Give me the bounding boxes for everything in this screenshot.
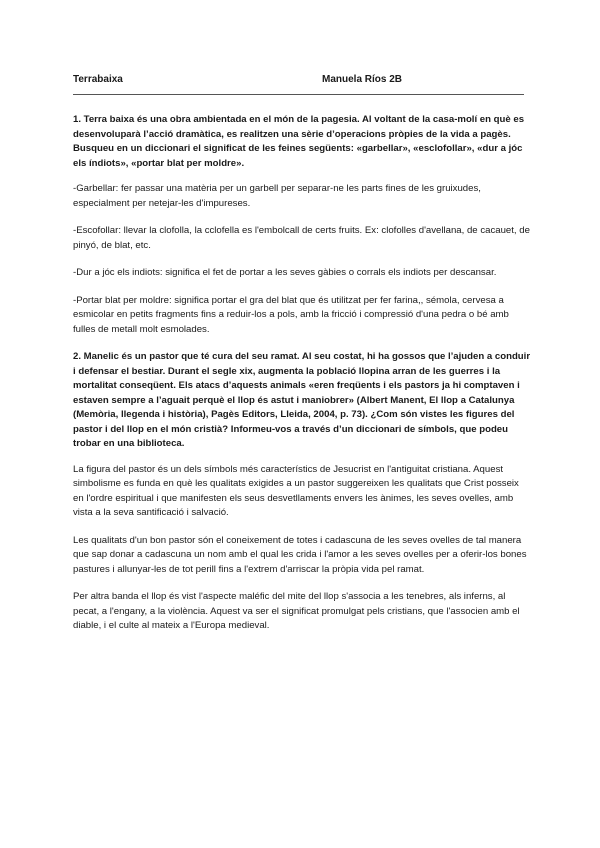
author-name: Manuela Ríos 2B bbox=[322, 74, 403, 85]
answer-pastor-symbol: La figura del pastor és un dels símbols més característics de Jesucrist en l'antiguitat cristiana. Aquest simbolisme es funda en què les qualitats exigides a un pastor suggereixen les qualitats que Crist posseix en l'ordre espiritual i que manifesten els seus desvetllaments envers les ànimes, les seves ovelles, amb vista a la seva santificació i salvació. bbox=[73, 463, 519, 518]
answer-garbellar: -Garbellar: fer passar una matèria per un garbell per separar-ne les parts fines de les gruixudes, especialment per netejar-les d'impureses. bbox=[73, 183, 481, 209]
question-2: 2. Manelic és un pastor que té cura del seu ramat. Al seu costat, hi ha gossos que l’ajuden a conduir i defensar el bestiar. Durant el segle xix, augmenta la població llopina arran de les guerres i la mortalitat conseqüent. Els atacs d’aquests animals «eren freqüents i els pastors ja hi comptaven i estaven sempre a l’aguait perquè el llop és astut i maniobrer» (Albert Manent, El llop a Catalunya (Memòria, llegenda i història), Pagès Editors, Lleida, 2004, p. 73). ¿Com són vistes les figures del pastor i del llop en el món cristià? Informeu-vos a través d’un diccionari de símbols, que podeu trobar en una biblioteca. bbox=[73, 351, 531, 449]
answer-dur-a-joc: -Dur a jóc els indiots: significa el fet de portar a les seves gàbies o corrals els indiots per descansar. bbox=[73, 267, 497, 278]
answer-portar-blat: -Portar blat per moldre: significa portar el gra del blat que és utilitzat per fer farina,, sémola, cervesa a esmicolar en petits fragments fins a reduir-los a pols, amb la fricció i compressió d'una pedra o bé amb fulles de metall molt esmolades. bbox=[73, 294, 509, 335]
answer-good-shepherd: Les qualitats d'un bon pastor són el coneixement de totes i cadascuna de les seves ovelles de tal manera que sap donar a cadascuna un nom amb el qual les crida i l'amor a les seves ovelles per a oferir-los bones pastures i allunyar-les de tot perill fins a l'extrem d'arriscar la pròpia vida pel ramat. bbox=[73, 534, 527, 575]
document-title: Terrabaixa bbox=[73, 74, 123, 85]
document-body bbox=[73, 113, 531, 647]
answer-esclofollar: -Escofollar: llevar la clofolla, la cclofella es l'embolcall de certs fruits. Ex: clofolles d'avellana, de cacauet, de pinyó, de blat, etc. bbox=[73, 225, 530, 251]
header-divider bbox=[73, 94, 524, 95]
question-1: 1. Terra baixa és una obra ambientada en el món de la pagesia. Al voltant de la casa-molí en què es desenvoluparà l’acció dramàtica, es realitzen una sèrie d’operacions pròpies de la vida a pagès. Busqueu en un diccionari el significat de les feines següents: «garbellar», «esclofollar», «dur a jóc els índiots», «portar blat per moldre». bbox=[73, 114, 525, 169]
answer-wolf-symbol: Per altra banda el llop és vist l'aspecte maléfic del mite del llop s'associa a les tenebres, als inferns, al pecat, a l'engany, a la violència. Aquest va ser el significat promulgat pels cristians, que l'associen amb el diable, i el culte al mateix a l'Europa medieval. bbox=[73, 591, 520, 631]
